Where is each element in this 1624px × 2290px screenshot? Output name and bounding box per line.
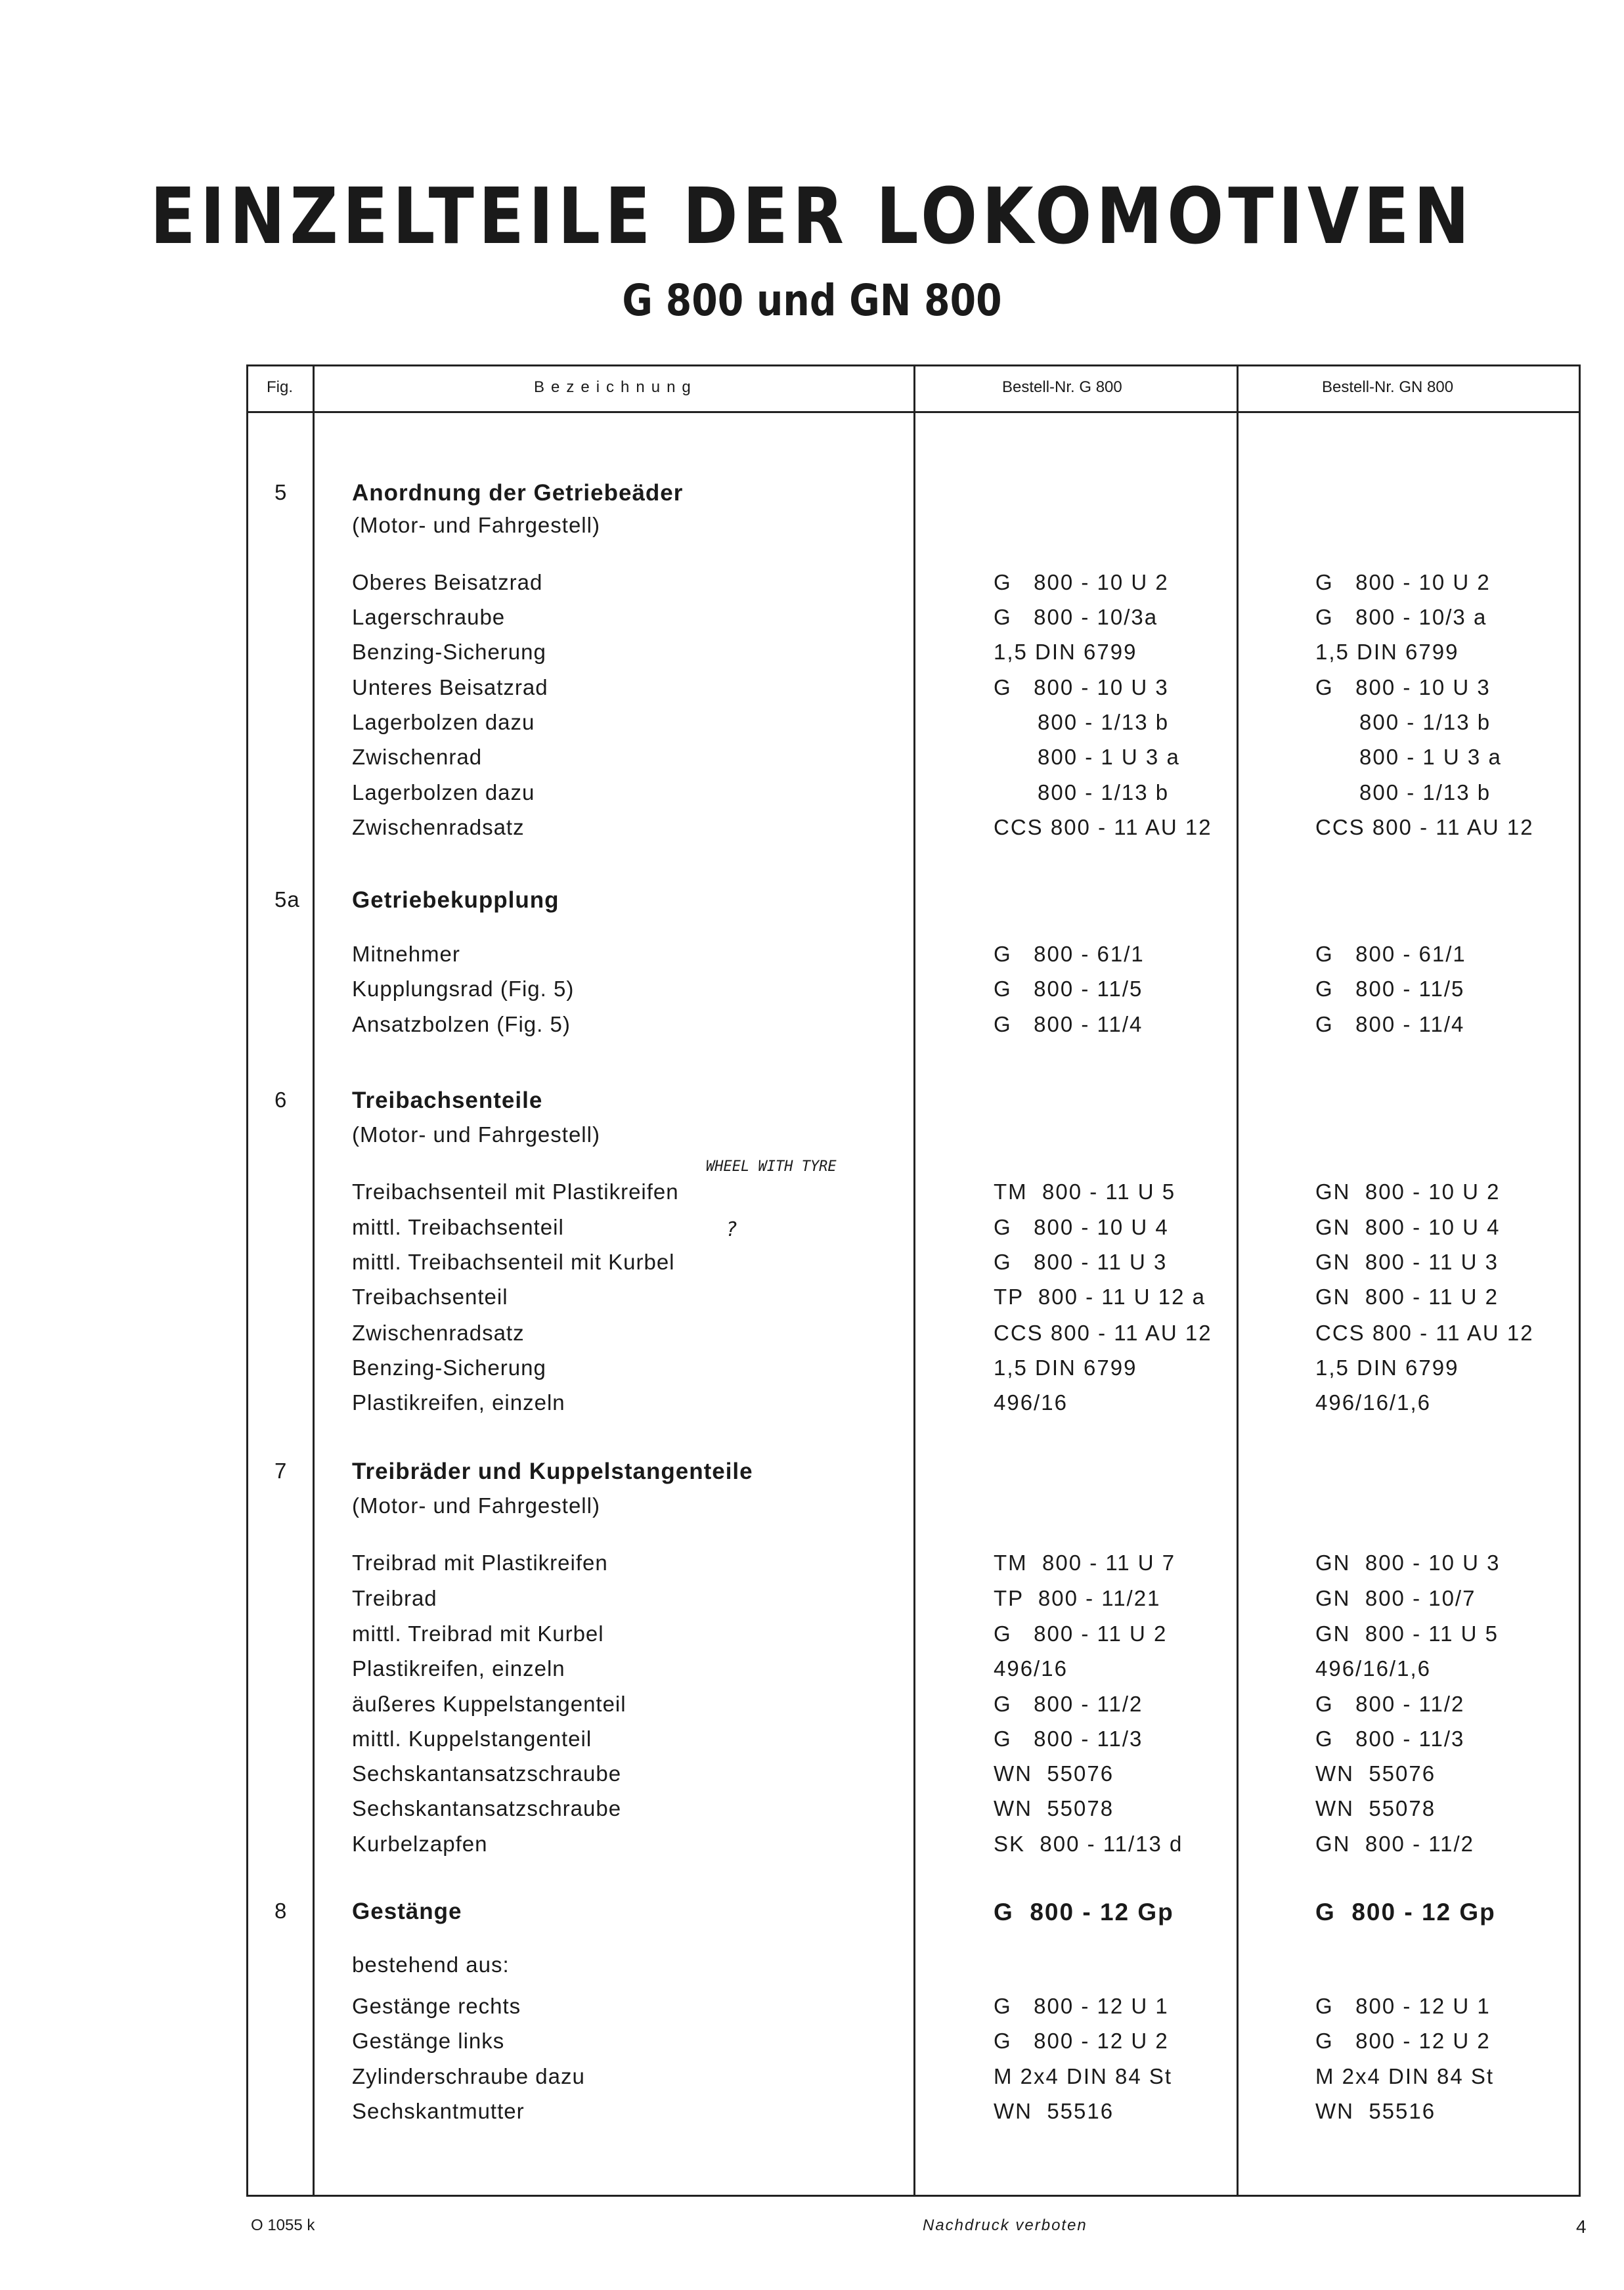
order-number-g800: 1,5 DIN 6799: [994, 640, 1137, 664]
order-number-g800: G 800 - 61/1: [994, 942, 1145, 966]
order-number-g800: 1,5 DIN 6799: [994, 1355, 1137, 1380]
order-number-gn800: G 800 - 10/3 a: [1315, 605, 1487, 629]
part-name: Treibrad mit Plastikreifen: [352, 1551, 608, 1575]
order-number-gn800: 1,5 DIN 6799: [1315, 640, 1459, 664]
order-number-g800: CCS 800 - 11 AU 12: [994, 815, 1212, 839]
fig-number: 6: [274, 1088, 288, 1112]
part-name: Unteres Beisatzrad: [352, 675, 548, 699]
part-name: Anordnung der Getriebeäder: [352, 480, 684, 506]
order-number-gn800: G 800 - 10 U 3: [1315, 675, 1491, 699]
part-name: (Motor- und Fahrgestell): [352, 1493, 600, 1518]
part-name: (Motor- und Fahrgestell): [352, 1122, 600, 1147]
part-name: Zwischenradsatz: [352, 1321, 525, 1345]
order-number-g800: TP 800 - 11 U 12 a: [994, 1285, 1206, 1309]
order-number-g800: WN 55076: [994, 1761, 1114, 1786]
order-number-g800: M 2x4 DIN 84 St: [994, 2064, 1173, 2088]
order-number-gn800: GN 800 - 10 U 2: [1315, 1179, 1501, 1204]
order-number-gn800: G 800 - 11/2: [1315, 1692, 1465, 1716]
order-number-g800: G 800 - 10/3a: [994, 605, 1158, 629]
order-number-g800: TM 800 - 11 U 5: [994, 1179, 1176, 1204]
order-number-g800: G 800 - 11/2: [994, 1692, 1143, 1716]
part-name: äußeres Kuppelstangenteil: [352, 1692, 626, 1716]
order-number-g800: 496/16: [994, 1390, 1068, 1415]
part-name: Plastikreifen, einzeln: [352, 1656, 565, 1681]
part-name: Sechskantansatzschraube: [352, 1761, 622, 1786]
part-name: Lagerbolzen dazu: [352, 710, 535, 734]
order-number-gn800: GN 800 - 10/7: [1315, 1586, 1476, 1610]
footer-code: O 1055 k: [251, 2216, 315, 2234]
order-number-gn800: WN 55516: [1315, 2099, 1436, 2123]
order-number-gn800: 496/16/1,6: [1315, 1390, 1431, 1415]
column-divider: [313, 366, 315, 2195]
part-name: mittl. Treibrad mit Kurbel: [352, 1621, 604, 1646]
order-number-g800: G 800 - 12 U 2: [994, 2029, 1169, 2053]
order-number-g800: CCS 800 - 11 AU 12: [994, 1321, 1212, 1345]
column-divider: [1237, 366, 1239, 2195]
order-number-gn800: CCS 800 - 11 AU 12: [1315, 815, 1534, 839]
order-number-g800: G 800 - 12 Gp: [994, 1899, 1174, 1926]
part-name: Lagerbolzen dazu: [352, 780, 535, 804]
order-number-gn800: GN 800 - 11/2: [1315, 1832, 1475, 1856]
part-name: mittl. Treibachsenteil mit Kurbel: [352, 1250, 675, 1274]
part-name: Zylinderschraube dazu: [352, 2064, 585, 2088]
handwritten-question-mark: ?: [726, 1218, 738, 1241]
order-number-gn800: G 800 - 11/3: [1315, 1727, 1465, 1751]
fig-number: 5a: [274, 887, 300, 912]
footer-notice: Nachdruck verboten: [923, 2216, 1087, 2234]
order-number-gn800: G 800 - 10 U 2: [1315, 570, 1491, 594]
part-name: mittl. Treibachsenteil: [352, 1215, 564, 1239]
order-number-g800: SK 800 - 11/13 d: [994, 1832, 1183, 1856]
header-bezeichnung: Bezeichnung: [534, 378, 697, 396]
part-name: Kupplungsrad (Fig. 5): [352, 977, 575, 1001]
column-divider: [913, 366, 915, 2195]
order-number-gn800: 800 - 1/13 b: [1315, 710, 1491, 734]
order-number-g800: G 800 - 11 U 3: [994, 1250, 1168, 1274]
order-number-gn800: G 800 - 11/5: [1315, 977, 1465, 1001]
order-number-gn800: 1,5 DIN 6799: [1315, 1355, 1459, 1380]
order-number-g800: G 800 - 11/5: [994, 977, 1143, 1001]
part-name: Getriebekupplung: [352, 887, 560, 913]
order-number-gn800: WN 55076: [1315, 1761, 1436, 1786]
part-name: Oberes Beisatzrad: [352, 570, 543, 594]
order-number-g800: G 800 - 11 U 2: [994, 1621, 1168, 1646]
order-number-gn800: WN 55078: [1315, 1796, 1436, 1820]
order-number-g800: WN 55078: [994, 1796, 1114, 1820]
part-name: Treibrad: [352, 1586, 437, 1610]
part-name: bestehend aus:: [352, 1952, 510, 1977]
order-number-g800: TP 800 - 11/21: [994, 1586, 1161, 1610]
part-name: Lagerschraube: [352, 605, 506, 629]
order-number-gn800: G 800 - 61/1: [1315, 942, 1466, 966]
order-number-g800: 800 - 1/13 b: [994, 780, 1170, 804]
part-name: Plastikreifen, einzeln: [352, 1390, 565, 1415]
header-gn800: Bestell-Nr. GN 800: [1322, 378, 1454, 396]
order-number-g800: G 800 - 10 U 2: [994, 570, 1169, 594]
part-name: Kurbelzapfen: [352, 1832, 488, 1856]
part-name: Treibachsenteile: [352, 1088, 543, 1113]
order-number-gn800: G 800 - 12 U 1: [1315, 1994, 1491, 2018]
order-number-gn800: GN 800 - 11 U 3: [1315, 1250, 1499, 1274]
part-name: Mitnehmer: [352, 942, 460, 966]
order-number-gn800: M 2x4 DIN 84 St: [1315, 2064, 1495, 2088]
order-number-gn800: 496/16/1,6: [1315, 1656, 1431, 1681]
page-subtitle: G 800 und GN 800: [622, 275, 1002, 326]
order-number-g800: G 800 - 11/3: [994, 1727, 1143, 1751]
order-number-gn800: CCS 800 - 11 AU 12: [1315, 1321, 1534, 1345]
order-number-g800: 800 - 1 U 3 a: [994, 745, 1180, 769]
part-name: Treibräder und Kuppelstangenteile: [352, 1459, 753, 1484]
order-number-gn800: G 800 - 11/4: [1315, 1012, 1465, 1036]
order-number-g800: WN 55516: [994, 2099, 1114, 2123]
part-name: Gestänge: [352, 1899, 462, 1924]
order-number-gn800: GN 800 - 11 U 5: [1315, 1621, 1499, 1646]
part-name: Zwischenradsatz: [352, 815, 525, 839]
part-name: Benzing-Sicherung: [352, 1355, 546, 1380]
parts-table: [246, 364, 1581, 2197]
order-number-g800: G 800 - 12 U 1: [994, 1994, 1169, 2018]
part-name: Zwischenrad: [352, 745, 483, 769]
order-number-gn800: G 800 - 12 Gp: [1315, 1899, 1496, 1926]
header-g800: Bestell-Nr. G 800: [1002, 378, 1122, 396]
part-name: (Motor- und Fahrgestell): [352, 513, 600, 537]
part-name: Gestänge links: [352, 2029, 505, 2053]
order-number-gn800: GN 800 - 11 U 2: [1315, 1285, 1499, 1309]
page-title: EINZELTEILE DER LOKOMOTIVEN: [150, 171, 1474, 261]
order-number-gn800: GN 800 - 10 U 4: [1315, 1215, 1501, 1239]
order-number-g800: G 800 - 11/4: [994, 1012, 1143, 1036]
order-number-g800: TM 800 - 11 U 7: [994, 1551, 1176, 1575]
part-name: Benzing-Sicherung: [352, 640, 546, 664]
part-name: Ansatzbolzen (Fig. 5): [352, 1012, 571, 1036]
part-name: Gestänge rechts: [352, 1994, 521, 2018]
fig-number: 5: [274, 480, 288, 504]
header-fig: Fig.: [267, 378, 294, 396]
order-number-gn800: 800 - 1/13 b: [1315, 780, 1491, 804]
handwritten-note: WHEEL WITH TYRE: [706, 1158, 837, 1175]
part-name: Treibachsenteil: [352, 1285, 508, 1309]
order-number-g800: G 800 - 10 U 3: [994, 675, 1169, 699]
page-number: 4: [1576, 2216, 1587, 2237]
fig-number: 7: [274, 1459, 288, 1483]
part-name: Sechskantansatzschraube: [352, 1796, 622, 1820]
part-name: mittl. Kuppelstangenteil: [352, 1727, 592, 1751]
order-number-gn800: G 800 - 12 U 2: [1315, 2029, 1491, 2053]
order-number-gn800: GN 800 - 10 U 3: [1315, 1551, 1501, 1575]
part-name: Treibachsenteil mit Plastikreifen: [352, 1179, 679, 1204]
header-divider: [248, 411, 1579, 413]
order-number-g800: 496/16: [994, 1656, 1068, 1681]
fig-number: 8: [274, 1899, 288, 1923]
order-number-gn800: 800 - 1 U 3 a: [1315, 745, 1502, 769]
part-name: Sechskantmutter: [352, 2099, 525, 2123]
order-number-g800: 800 - 1/13 b: [994, 710, 1170, 734]
order-number-g800: G 800 - 10 U 4: [994, 1215, 1169, 1239]
